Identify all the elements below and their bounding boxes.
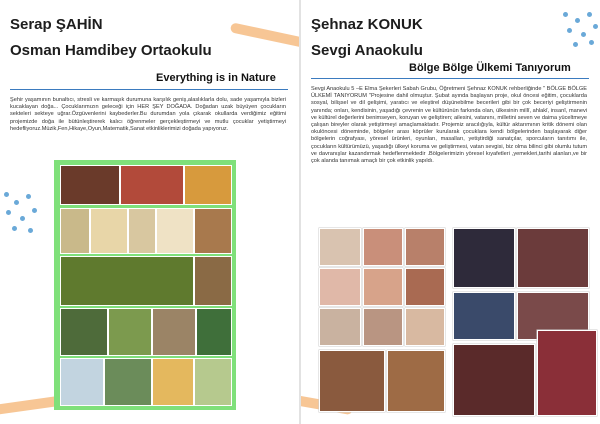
right-article-title: Bölge Bölge Ülkemi Tanıyorum xyxy=(409,62,571,74)
decorative-dots xyxy=(559,10,600,54)
collage-photo xyxy=(60,256,194,306)
left-title-rule xyxy=(10,89,288,90)
decorative-dots xyxy=(0,190,44,234)
activity-photo xyxy=(517,228,589,288)
collage-photo xyxy=(60,208,90,254)
collage-photo xyxy=(104,358,152,406)
activity-photo xyxy=(387,350,445,412)
collage-photo xyxy=(194,208,232,254)
collage-photo xyxy=(194,358,232,406)
collage-photo xyxy=(194,256,232,306)
activity-photo xyxy=(453,344,535,416)
activity-photo xyxy=(453,292,515,340)
collage-photo xyxy=(152,308,196,356)
activity-photo xyxy=(363,228,403,266)
left-page xyxy=(0,0,299,424)
right-school-name: Sevgi Anaokulu xyxy=(311,42,423,59)
left-school-name: Osman Hamdibey Ortaokulu xyxy=(10,42,212,59)
right-author-name: Şehnaz KONUK xyxy=(311,16,423,33)
right-page xyxy=(301,0,600,424)
collage-photo xyxy=(156,208,194,254)
right-article-body: Sevgi Anaokulu 5 –E Elma Şekerleri Sabah Grubu, Öğretmeni Şehnaz KONUK rehberliğinde " BÖLGE BÖLGE ÜLKEMİ TANIYORUM "Projesine dahil olmuştur. Şubat ayında başlayan proje, okul öncesi eğitim, çocuklarda sosyal, bilişsel ve dil gelişimi, yaratıcı ve eleştirel düşünebilme becerileri gibi bir çok beceriyi geliştirmenin yanında; onları, kendisinin, yaşadığı çevrenin ve kültürünün farkında olan, ülkesinin millî, ahlakî, insanî, manevi ve kültürel değerlerini benimseyen, koruyan ve geliştiren; ailesini, vatanını, milletini seven ve daima yüceltmeye çalışan bireyler olarak yetiştirmeyi amaçlamaktadır. Projemiz aracılığıyla, kültür aktarımının kritik dönemi olan okulöncesi döneminde, bölgeler arası köprüler kurularak çocuklara kendi bölgelerinden başlayarak diğer bölgelerin coğrafyası, yöresel ürünleri, oyunları, masalları, yetiştirdiği sanatçılar, sporcuların tanıtımı ile, çocukların kültürümüzü, yaşadığı ülkeyi koruma ve geliştirmesi, vatan sevgisi, biz olma bilinci gibi olumlu tutum ve davranışlar kazandırmak hedeflenmektedir .Bölgelerimizin yöresel kıyafetleri ,yemekleri,tarihi alanları,ve bir çok alanda tanımak amaçlı bir çok etkinlik yapıldı. xyxy=(311,86,587,165)
collage-photo xyxy=(60,308,108,356)
collage-photo xyxy=(152,358,194,406)
activity-photo xyxy=(537,330,597,416)
activity-photo xyxy=(319,308,361,346)
left-article-title: Everything is in Nature xyxy=(156,72,276,84)
activity-photo xyxy=(405,228,445,266)
activity-photo xyxy=(319,268,361,306)
collage-photo xyxy=(120,165,184,205)
collage-photo xyxy=(60,358,104,406)
activity-photo xyxy=(405,308,445,346)
activity-photo xyxy=(363,308,403,346)
activity-photo xyxy=(319,350,385,412)
collage-photo xyxy=(196,308,232,356)
activity-photo xyxy=(363,268,403,306)
collage-photo xyxy=(128,208,156,254)
left-article-body: Şehir yaşamının bunaltıcı, stresli ve karmaşık durumuna karşılık geniş,alaslıklarla dolu, sade yaşamıyla bizleri kucaklayan doğa... Çocuklarımızın geleceği için HER ŞEY DOĞADA. Doğadan uzak büyüyen çocukların sekteleri sekteye uğrar.Özgüvenlerini kaybederler.Bu durumdan yola çıkarak okullarda verdiğimiz eğitimi projemizde doğa ile bütünleştirerek kalıcı öğrenmeler gerçekleştirmeyi ve mutlu çocuklar yetiştirmeyi hedefliyoruz.Müzik,Fen,Hikaye,Oyun,Matematik,Sanat etkinliklerimizi doğada yapıyoruz. xyxy=(10,97,286,132)
right-title-rule xyxy=(311,78,589,79)
collage-photo xyxy=(90,208,128,254)
activity-photo xyxy=(453,228,515,288)
left-author-name: Serap ŞAHİN xyxy=(10,16,103,33)
collage-photo xyxy=(60,165,120,205)
nature-activities-collage xyxy=(54,160,236,410)
activity-photo xyxy=(405,268,445,306)
collage-photo xyxy=(184,165,232,205)
activity-photo xyxy=(319,228,361,266)
collage-photo xyxy=(108,308,152,356)
decorative-brush-stroke xyxy=(230,22,299,47)
